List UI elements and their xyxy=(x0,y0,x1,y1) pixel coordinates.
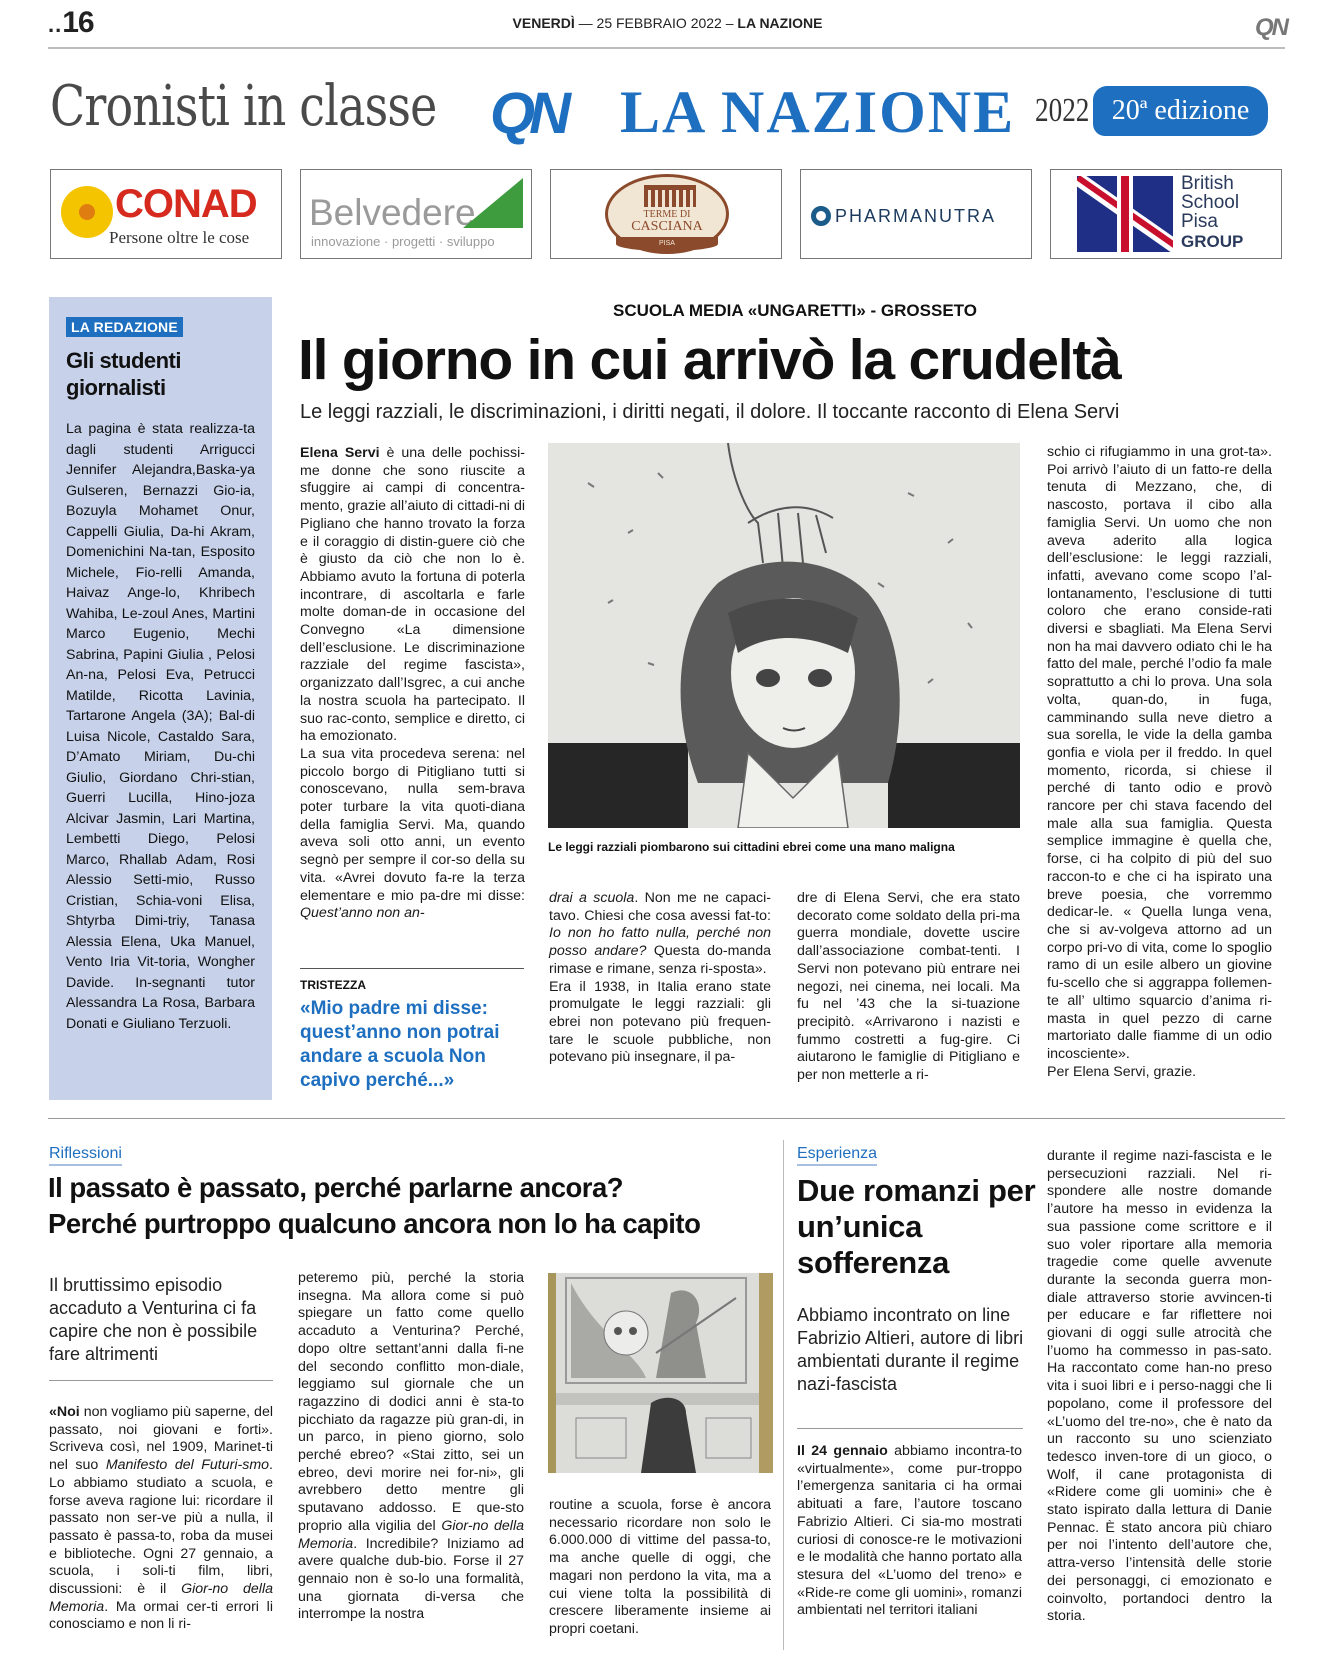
article-lead-riflessioni: Il bruttissimo episodio accaduto a Venturina ci fa capire che non è possibile fare altrimenti xyxy=(49,1275,258,1364)
sponsor-belvedere xyxy=(300,169,532,259)
article-column-1 xyxy=(300,445,525,923)
paragraph: Per Elena Servi, grazie. xyxy=(1047,1063,1197,1080)
riflessioni-column-2 xyxy=(298,1270,524,1624)
sponsor-british-school xyxy=(1050,169,1282,259)
dateline xyxy=(0,15,1335,31)
sponsor-name: PHARMANUTRA xyxy=(835,206,997,226)
masthead-paper-name: LA NAZIONE xyxy=(620,79,1016,145)
esperienza-column-2 xyxy=(1047,1148,1272,1626)
dateline-newspaper: LA NAZIONE xyxy=(737,15,823,31)
column-divider xyxy=(783,1140,784,1650)
sponsor-name-line: British xyxy=(1181,173,1234,194)
qn-logo: QN xyxy=(490,81,565,146)
article-photo-sketch xyxy=(548,1273,773,1473)
riflessioni-column-3 xyxy=(549,1497,771,1639)
conad-flower-icon xyxy=(65,190,109,234)
lead-divider xyxy=(49,1380,273,1381)
italic-text: drai a scuola xyxy=(549,890,635,906)
pencil-sketch-classroom xyxy=(556,1273,759,1473)
sponsor-tagline: innovazione · progetti · sviluppo xyxy=(311,234,495,249)
esperienza-column-1 xyxy=(797,1443,1022,1620)
header-divider xyxy=(48,47,1285,49)
paragraph: . Ma ormai cer-ti errori li conosciamo e non li ri- xyxy=(49,1598,273,1633)
paragraph: peteremo più, perché la storia insegna. Ma allora come si può spiegare un fatto come quello accaduto a Venturina? Perché, dopo oltre settant’anni dalla fi-ne del secondo conflitto mon-diale, leggiamo sul giornale che un ragazzino di dodici anni è sta-to picchiato da ragazze più gran-di, in un parco, in pieno giorno, solo perché ebreo? «Stai zitto, sei un ebreo, devi morire nei for-ni», gli avrebbero detto mentre gli sputavano addosso. E que-sto proprio alla vigilia del xyxy=(298,1270,524,1534)
pull-quote: «Mio padre mi disse: quest’anno non potrai andare a scuola Non capivo perché...» xyxy=(300,998,500,1091)
sponsor-name xyxy=(1181,174,1239,231)
sidebar-tag: LA REDAZIONE xyxy=(66,317,183,337)
lead-divider xyxy=(797,1428,1023,1429)
article-headline: Il giorno in cui arrivò la crudeltà xyxy=(298,328,1121,392)
italic-text: Manifesto del Futuri-smo xyxy=(105,1457,270,1474)
article-headline-esperienza: Due romanzi per un’unica sofferenza xyxy=(797,1173,1036,1280)
paragraph: Questa do-manda rimase e rimane, senza ri-sposta». xyxy=(549,943,771,977)
sponsor-name: CONAD xyxy=(115,182,257,226)
lead-date: Il 24 gennaio xyxy=(797,1443,888,1459)
sponsor-name-line: Pisa xyxy=(1181,211,1218,232)
sponsor-conad xyxy=(50,169,282,259)
article-lead-esperienza: Abbiamo incontrato on line Fabrizio Altieri, autore di libri ambientati durante il regime nazi-fascista xyxy=(797,1305,1024,1394)
sponsor-group: GROUP xyxy=(1181,232,1244,251)
paragraph: . Non me ne capaci-tavo. Chiesi che cosa avessi fat-to: xyxy=(549,890,771,924)
paragraph: abbiamo incontra-to «virtualmente», come pur-troppo l’emergenza sanitaria ci ha ormai abituati a fare, l’autore toscano Fabrizio Altieri. Ci sia-mo mostrati curiosi di conosce-re le motivazioni e le modalità che hanno portato alla stesura del «L’uomo del treno» e «Ride-re come gli uomini», romanzi ambientati nel territori italiani xyxy=(797,1443,1022,1619)
paragraph: dre di Elena Servi, che era stato decorato come soldato della pri-ma guerra mondiale, dovette uscire dall’associazione combat-tenti. I Servi non potevano più entrare nei negozi, nei cinema, nei locali. Ma fu nel ’43 che la si-tuazione precipitò. «Arrivarono i nazisti e fummo costretti a fug-gire. Ci aiutarono le famiglie di Pitigliano e per non metterle a ri- xyxy=(797,890,1020,1084)
page-number-value: 16 xyxy=(62,6,94,39)
building-icon xyxy=(644,185,696,207)
lead-name: Elena Servi xyxy=(300,445,380,461)
paragraph: La sua vita procedeva serena: nel piccolo borgo di Pitigliano tutti si conoscevano, nulla sem-brava poter turbare la vita quoti-diana della famiglia Servi. Ma, quando aveva soli otto anni, un evento segnò per sempre il cor-so della su vita. «Avrei dovuto fa-re la terza elementare e mio pa-dre mi disse: xyxy=(300,745,525,904)
sponsor-suffix: S.p.A. xyxy=(492,216,517,226)
pencil-drawing-girl-hand xyxy=(548,443,1020,828)
section-tag-esperienza: Esperienza xyxy=(797,1145,877,1166)
sidebar-title: Gli studenti giornalisti xyxy=(66,348,181,400)
sponsor-name-line1: TERME DI xyxy=(643,209,691,220)
article-column-2 xyxy=(549,890,771,1067)
italic-text: Gior-no della Memoria xyxy=(298,1517,524,1552)
lead-word: «Noi xyxy=(49,1404,80,1420)
sponsor-pharmanutra xyxy=(800,169,1032,259)
paragraph: . Incredibile? Iniziamo ad avere qualche dub-bio. Forse il 27 gennaio non è so-lo una formalità, una giornata di-versa che interrompe la nostra xyxy=(298,1535,524,1623)
page-number-dots: .. xyxy=(48,12,63,37)
edition-badge: 20ª edizione xyxy=(1093,86,1268,136)
section-tag-riflessioni: Riflessioni xyxy=(49,1145,122,1166)
sponsor-name-line: School xyxy=(1181,192,1240,213)
dateline-day: VENERDÌ xyxy=(512,15,575,31)
masthead-year: 2022 xyxy=(1035,92,1090,129)
photo-caption: Le leggi razziali piombarono sui cittadini ebrei come una mano maligna xyxy=(548,840,955,854)
sidebar-redazione xyxy=(49,297,272,1100)
qn-logo-small: QN xyxy=(1255,14,1287,41)
italic-text: Quest’anno non an- xyxy=(300,905,425,922)
paragraph: non vogliamo più saperne, del passato, noi giovani e forti». Scriveva così, nel 1909, Marinet-ti nel suo xyxy=(49,1404,273,1474)
headline-line: Il passato è passato, perché parlarne ancora? xyxy=(48,1172,624,1203)
paragraph: routine a scuola, forse è ancora necessario ricordare non solo le 6.000.000 di vittime del passa-to, ma anche quelle di oggi, che magari non perdono la vita, ma a cui viene tolta la possibilità di crescere liberamente insieme ai propri coetani. xyxy=(549,1497,771,1637)
sponsor-tagline: Persone oltre le cose xyxy=(109,228,250,247)
sponsor-name: Belvedere xyxy=(309,192,476,233)
section-divider xyxy=(48,1118,1285,1119)
paragraph: durante il regime nazi-fascista e le persecuzioni razziali. Nel ri-spondere alle nostre domande l’autore ha messo in evidenza la sua passione come scrittore e il suo voler riportare alla memoria tragedie come quelle avvenute durante la seconda guerra mon-diale attraverso storie avvincen-ti per educare e far riflettere noi giovani di oggi sulle atrocità che l’uomo ha commesso in pas-sato. Ha raccontato come han-no preso vita i suoi libri e i perso-naggi che li popolano, come il professore del «L’uomo del tre-no», che è nato da un racconto su uno scienziato tedesco inven-tore di un gioco, o Wolf, il cane protagonista di «Ridere come gli uomini» che è stato ispirato dalla lettura di Danie Pennac. È stato ancora più chiaro per noi l’intento dell’autore che, attra-verso l’intensità delle storie dei personaggi, ci emozionato e coinvolto, portandoci dentro la storia. xyxy=(1047,1148,1272,1625)
paragraph: . Lo abbiamo studiato a scuola, e forse aveva ragione lui: ricordare il passato non ser-ve più a nulla, il passato è passa-to, roba da musei e biblioteche. Ogni 27 gennaio, a scuola, i soli-ti film, libri, discussioni: è il xyxy=(49,1457,273,1598)
article-column-4 xyxy=(1047,444,1272,1081)
riflessioni-column-1 xyxy=(49,1404,273,1634)
dateline-date: — 25 FEBBRAIO 2022 – xyxy=(578,15,734,31)
article-photo-drawing xyxy=(548,443,1020,828)
union-jack-icon xyxy=(1077,176,1173,252)
masthead-title: Cronisti in classe xyxy=(50,74,437,139)
article-subhead: Le leggi razziali, le discriminazioni, i diritti negati, il dolore. Il toccante racconto di Elena Servi xyxy=(300,401,1120,423)
pharmanutra-circle-icon xyxy=(811,206,831,226)
sponsor-terme-casciana xyxy=(550,169,782,259)
paragraph: schio ci rifugiammo in una grot-ta». Poi arrivò l’aiuto di un fatto-re della tenuta di Mezzano, che, di nascosto, portava il cibo alla famiglia Servi. Un uomo che non aveva aderito alla logica dell’esclusione: le leggi razziali, infatti, avevano come scopo l’al-lontanamento, l’esclusione di tutti coloro che erano conside-rati diversi e sbagliati. Ma Elena Servi non ha mai davvero odiato chi le ha fatto del male, perché l’odio fa male soprattutto a chi lo prova. Una sola volta, quan-do, in fuga, camminando sulla neve dietro a sua sorella, le vide la della gamba gonfia e viola per il freddo. In quel momento, ricorda, si chiese il perché di tanto odio e provò rancore per chi stava facendo del male alla sua famiglia. Questa semplice immagine è quella che, forse, ci ha colpito di più del suo raccon-to e che ci ha ispirato una breve poesia, che vorremmo dedicar-le. « Quella lunga vena, che si av-volgeva attorno ad un corpo pri-vo di vita, come lo spoglio ramo di un esile albero un giovine fu-scello che si aggrappa follemen-te all’ ultimo squarcio d’anima ri-masta in quel pezzo di carne martoriato dalle fiamme di un odio incosciente». xyxy=(1047,444,1272,1062)
italic-text: Io non ho fatto nulla, perché non posso andare? xyxy=(549,925,771,960)
masthead xyxy=(50,72,1290,152)
sidebar-body: La pagina è stata realizza-ta dagli studenti Arrigucci Jennifer Alejandra,Baska-ya Gulseren, Bernazzi Gio-ia, Bozuyla Mohamet Onur, Cappelli Giulia, Da-hi Akram, Domenichini Na-tan, Esposito Michele, Fio-relli Amanda, Haivaz Ange-lo, Khribech Wahiba, Le-zoul Anes, Martini Marco Eugenio, Mechi Sabrina, Papini Giulia , Pelosi An-na, Pelosi Eva, Petrucci Matilde, Ricotta Lavinia, Tartarone Angela (3A); Bal-di Luisa Nicole, Castaldo Sara, D’Amato Miriam, Du-chi Giulio, Giordano Chri-stian, Guerri Lucilla, Hino-joza Alcivar Jasmin, Lari Martina, Lembetti Diego, Pelosi Marco, Rhallab Adam, Rosi Alessio Setti-mio, Russo Cristian, Schia-voni Elisa, Shtyrba Dimi-triy, Tanasa Alessia Elena, Uka Manuel, Vento Iria Vit-toria, Wongher Davide. In-segnanti tutor Alessandra La Rosa, Barbara Donati e Giuliano Terzuoli. xyxy=(66,421,255,1032)
quote-tag: TRISTEZZA xyxy=(300,978,366,992)
paragraph: è una delle pochissi-me donne che sono riuscite a sfuggire ai campi di concentra-mento, grazie all’aiuto di cittadi-ni di Pigliano che hanno trovato la forza e il coraggio di distin-guere ciò che è giusto da ciò che non lo è. Abbiamo avuto la fortuna di poterla incontrare, di ascoltarla e farle molte doman-de in occasione del Convegno «La dimensione dell’esclusione. Le discriminazione razziale del regime fascista», organizzato dall’Isgrec, a cui anche la nostra scuola ha partecipato. Il suo rac-conto, semplice e diretto, ci ha emozionato. xyxy=(300,445,525,745)
sponsor-bar xyxy=(50,169,1287,259)
sponsor-location: PISA xyxy=(616,237,718,251)
paragraph: Era il 1938, in Italia erano state promulgate le leggi razziali: gli ebrei non potevano più frequen-tare le scuole pubbliche, non potevano più insegnare, il pa- xyxy=(549,978,771,1066)
article-column-3 xyxy=(797,890,1020,1085)
headline-line: Perché purtroppo qualcuno ancora non lo ha capito xyxy=(48,1208,701,1239)
italic-text: Gior-no della Memoria xyxy=(49,1581,273,1615)
terme-oval-logo xyxy=(605,174,729,254)
quote-divider xyxy=(300,968,524,969)
sponsor-name-line2: CASCIANA xyxy=(631,219,703,234)
article-kicker: SCUOLA MEDIA «UNGARETTI» - GROSSETO xyxy=(613,301,977,320)
article-headline-riflessioni xyxy=(48,1170,788,1242)
